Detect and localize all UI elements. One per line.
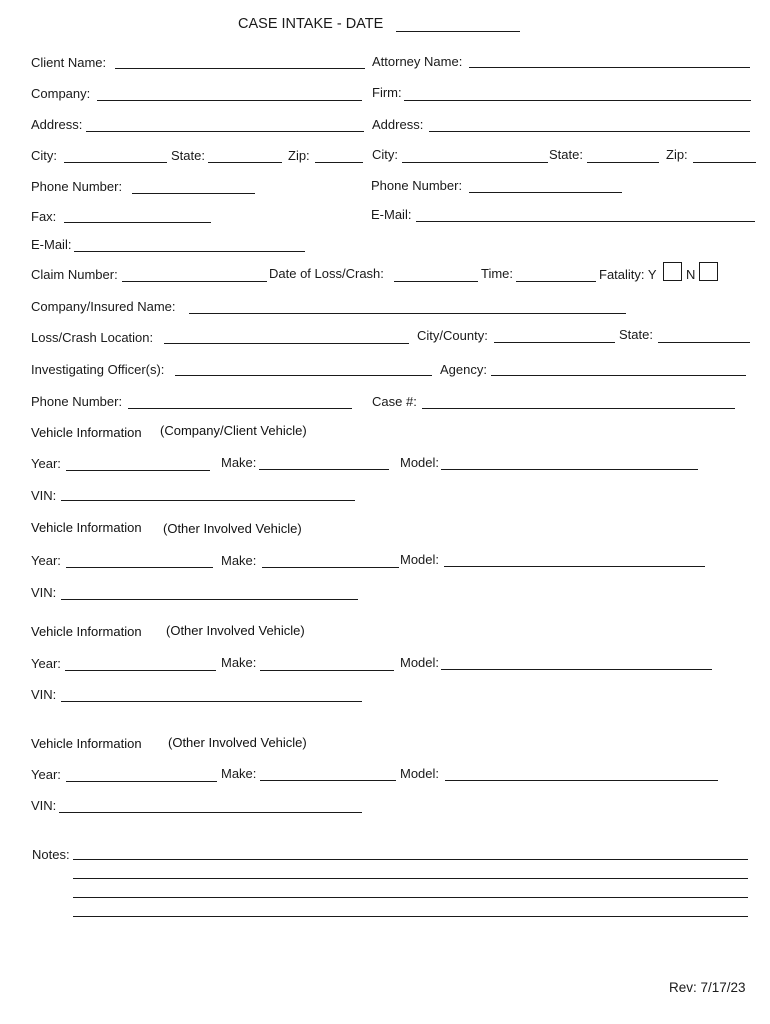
vehicle-1-year-field[interactable]	[66, 470, 210, 471]
company-insured-label: Company/Insured Name:	[31, 299, 176, 314]
officer-phone-label: Phone Number:	[31, 394, 123, 409]
city-county-label: City/County:	[417, 328, 488, 343]
loss-state-field[interactable]	[658, 342, 750, 343]
vehicle-3-model-label: Model:	[400, 655, 440, 670]
vehicle-1-vin-field[interactable]	[61, 500, 355, 501]
vehicle-2-make-label: Make:	[221, 553, 257, 568]
attorney-email-label: E-Mail:	[371, 207, 412, 222]
loss-state-label: State:	[619, 327, 653, 342]
claim-number-field[interactable]	[122, 281, 267, 282]
date-field[interactable]	[396, 31, 520, 32]
fatality-no-checkbox[interactable]	[699, 262, 718, 281]
client-phone-label: Phone Number:	[31, 179, 123, 194]
case-number-label: Case #:	[372, 394, 417, 409]
client-address-label: Address:	[31, 117, 83, 132]
time-label: Time:	[481, 266, 514, 281]
attorney-city-field[interactable]	[402, 162, 548, 163]
company-label: Company:	[31, 86, 91, 101]
client-zip-field[interactable]	[315, 162, 363, 163]
vehicle-4-vin-field[interactable]	[59, 812, 362, 813]
vehicle-3-model-field[interactable]	[441, 669, 712, 670]
vehicle-1-subheading: (Company/Client Vehicle)	[160, 423, 307, 438]
vehicle-2-model-field[interactable]	[444, 566, 705, 567]
vehicle-4-model-label: Model:	[400, 766, 440, 781]
client-city-field[interactable]	[64, 162, 167, 163]
attorney-state-label: State:	[549, 147, 583, 162]
client-state-label: State:	[171, 148, 205, 163]
vehicle-1-make-field[interactable]	[259, 469, 389, 470]
client-state-field[interactable]	[208, 162, 282, 163]
notes-line-3[interactable]	[73, 897, 748, 898]
vehicle-2-year-field[interactable]	[66, 567, 213, 568]
vehicle-3-make-label: Make:	[221, 655, 257, 670]
city-county-field[interactable]	[494, 342, 615, 343]
vehicle-2-vin-field[interactable]	[61, 599, 358, 600]
vehicle-3-year-label: Year:	[31, 656, 61, 671]
client-email-field[interactable]	[74, 251, 305, 252]
form-title: CASE INTAKE - DATE	[238, 16, 384, 32]
vehicle-1-model-field[interactable]	[441, 469, 698, 470]
vehicle-4-make-label: Make:	[221, 766, 257, 781]
vehicle-4-subheading: (Other Involved Vehicle)	[168, 735, 307, 750]
vehicle-2-heading: Vehicle Information	[31, 520, 142, 535]
attorney-zip-label: Zip:	[666, 147, 688, 162]
vehicle-2-year-label: Year:	[31, 553, 61, 568]
vehicle-2-model-label: Model:	[400, 552, 440, 567]
vehicle-3-vin-label: VIN:	[31, 687, 57, 702]
attorney-phone-field[interactable]	[469, 192, 622, 193]
vehicle-3-subheading: (Other Involved Vehicle)	[166, 623, 305, 638]
revision-date: Rev: 7/17/23	[669, 980, 746, 995]
vehicle-3-make-field[interactable]	[260, 670, 394, 671]
fax-label: Fax:	[31, 209, 57, 224]
loss-location-label: Loss/Crash Location:	[31, 330, 154, 345]
vehicle-1-year-label: Year:	[31, 456, 61, 471]
client-zip-label: Zip:	[288, 148, 310, 163]
vehicle-4-make-field[interactable]	[260, 780, 396, 781]
client-address-field[interactable]	[86, 131, 364, 132]
vehicle-4-year-label: Year:	[31, 767, 61, 782]
fatality-label: Fatality: Y	[599, 267, 657, 282]
fatality-yes-checkbox[interactable]	[663, 262, 682, 281]
vehicle-3-heading: Vehicle Information	[31, 624, 142, 639]
vehicle-3-year-field[interactable]	[65, 670, 216, 671]
firm-field[interactable]	[404, 100, 751, 101]
vehicle-1-make-label: Make:	[221, 455, 257, 470]
notes-line-4[interactable]	[73, 916, 748, 917]
client-phone-field[interactable]	[132, 193, 255, 194]
notes-line-1[interactable]	[73, 859, 748, 860]
firm-label: Firm:	[372, 85, 402, 100]
company-insured-field[interactable]	[189, 313, 626, 314]
vehicle-4-vin-label: VIN:	[31, 798, 57, 813]
claim-number-label: Claim Number:	[31, 267, 118, 282]
case-number-field[interactable]	[422, 408, 735, 409]
notes-line-2[interactable]	[73, 878, 748, 879]
client-email-label: E-Mail:	[31, 237, 72, 252]
fatality-no-label: N	[686, 267, 696, 282]
notes-label: Notes:	[32, 847, 70, 862]
client-city-label: City:	[31, 148, 57, 163]
vehicle-4-model-field[interactable]	[445, 780, 718, 781]
attorney-address-field[interactable]	[429, 131, 750, 132]
vehicle-1-model-label: Model:	[400, 455, 440, 470]
investigating-officer-label: Investigating Officer(s):	[31, 362, 165, 377]
vehicle-4-heading: Vehicle Information	[31, 736, 142, 751]
attorney-zip-field[interactable]	[693, 162, 756, 163]
date-of-loss-field[interactable]	[394, 281, 478, 282]
client-name-label: Client Name:	[31, 55, 107, 70]
vehicle-2-subheading: (Other Involved Vehicle)	[163, 521, 302, 536]
attorney-name-field[interactable]	[469, 67, 750, 68]
vehicle-4-year-field[interactable]	[66, 781, 217, 782]
company-field[interactable]	[97, 100, 362, 101]
loss-location-field[interactable]	[164, 343, 409, 344]
vehicle-1-heading: Vehicle Information	[31, 425, 142, 440]
attorney-city-label: City:	[372, 147, 398, 162]
officer-phone-field[interactable]	[128, 408, 352, 409]
attorney-email-field[interactable]	[416, 221, 755, 222]
vehicle-2-vin-label: VIN:	[31, 585, 57, 600]
time-field[interactable]	[516, 281, 596, 282]
attorney-address-label: Address:	[372, 117, 424, 132]
date-of-loss-label: Date of Loss/Crash:	[269, 266, 384, 281]
vehicle-3-vin-field[interactable]	[61, 701, 362, 702]
attorney-name-label: Attorney Name:	[372, 54, 463, 69]
attorney-phone-label: Phone Number:	[371, 178, 463, 193]
vehicle-1-vin-label: VIN:	[31, 488, 57, 503]
fax-field[interactable]	[64, 222, 211, 223]
agency-field[interactable]	[491, 375, 746, 376]
agency-label: Agency:	[440, 362, 487, 377]
attorney-state-field[interactable]	[587, 162, 659, 163]
vehicle-2-make-field[interactable]	[262, 567, 399, 568]
investigating-officer-field[interactable]	[175, 375, 432, 376]
client-name-field[interactable]	[115, 68, 365, 69]
